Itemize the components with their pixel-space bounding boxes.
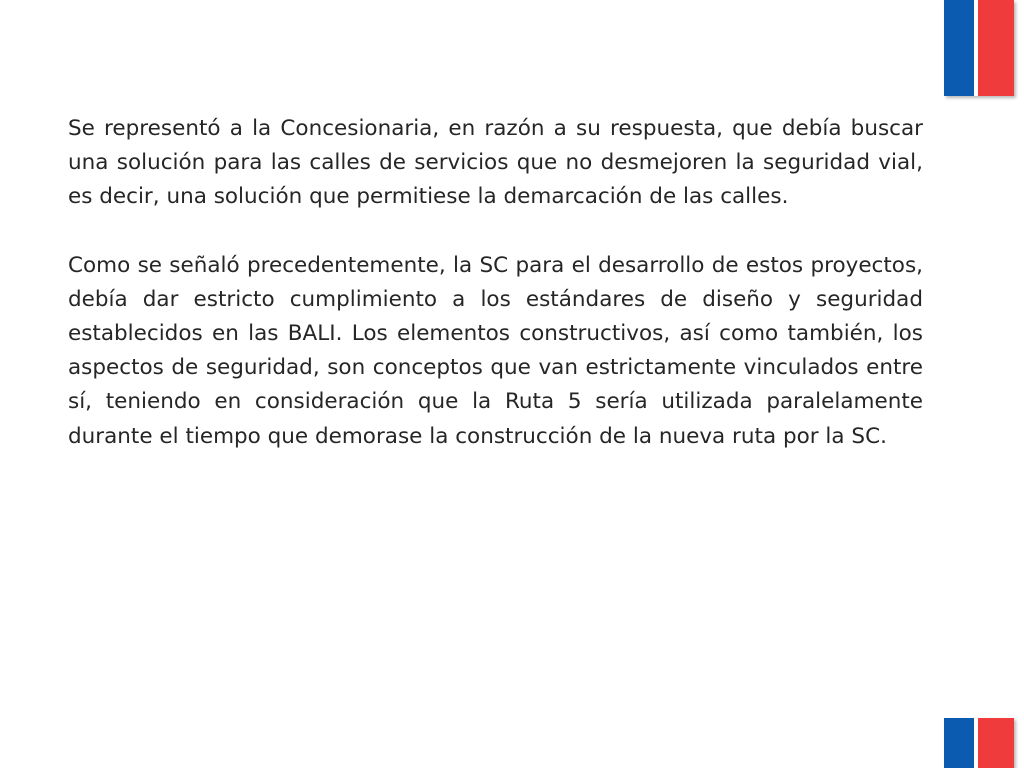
flag-red-stripe (978, 0, 1014, 96)
flag-logo-top (944, 0, 1014, 96)
paragraph-1: Se representó a la Concesionaria, en razón a su respuesta, que debía buscar una solución para las calles de servicios que no desmejoren la seguridad vial, es decir, una solución que permitiese la demarcación de las calles. (68, 116, 923, 210)
flag-logo-bottom (944, 718, 1014, 768)
flag-red-stripe (978, 718, 1014, 768)
slide-body (68, 112, 923, 454)
flag-blue-stripe (944, 0, 974, 96)
flag-blue-stripe (944, 718, 974, 768)
paragraph-2: Como se señaló precedentemente, la SC para el desarrollo de estos proyectos, debía dar estricto cumplimiento a los estándares de diseño y seguridad establecidos en las BALI. Los elementos constructivos, así como también, los aspectos de seguridad, son conceptos que van estrictamente vinculados entre sí, teniendo en consideración que la Ruta 5 sería utilizada paralelamente durante el tiempo que demorase la construcción de la nueva ruta por la SC. (68, 252, 923, 449)
